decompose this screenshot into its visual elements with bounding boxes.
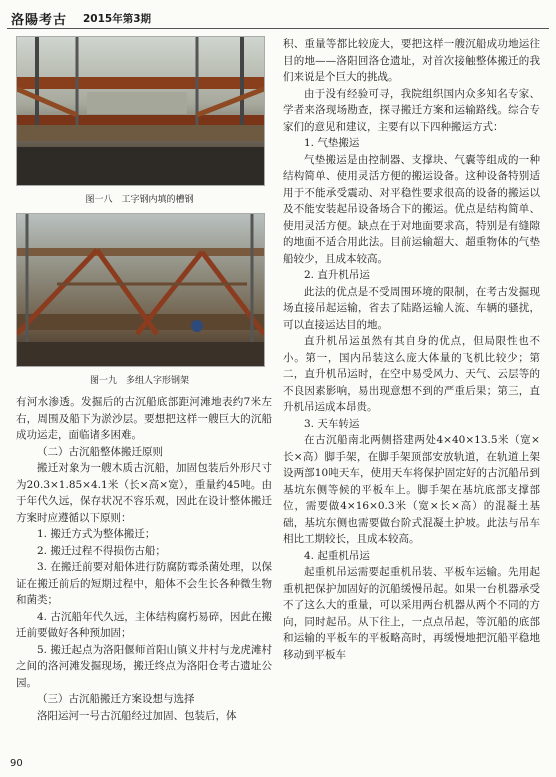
paragraph: 积、重量等都比较庞大，要把这样一艘沉船成功地运往目的地——洛阳回洛仓遗址，对首次接触整体搬迁的我们来说是个巨大的挑战。	[283, 38, 540, 83]
journal-brand: 洛陽考古	[11, 13, 68, 28]
paragraph: 此法的优点是不受周围环境的限制，在考古发掘现场直接吊起运输，省去了陆路运输人流、车辆的骚扰，可以直接运达目的地。	[283, 285, 540, 331]
subsection-heading: 3. 天车转运	[304, 417, 360, 430]
paragraph: 在古沉船南北两侧搭建两处4×40×13.5米（宽×长×高）脚手架，在脚手架顶部安放轨道，在轨道上架设两部10吨天车，使用天车将保护固定好的古沉船吊到基坑东侧等候的平板车上。脚手架在基坑底部支撑部位，需要做4×16×0.3米（宽×长×高）的混凝土基础，基坑东侧也需要做台阶式混凝土护坡。此法与吊车相比工期较长，且成本较高。	[283, 434, 540, 545]
page-header	[7, 8, 549, 28]
figure-18-photo	[16, 36, 265, 186]
paragraph: 直升机吊运虽然有其自身的优点，但局限性也不小。第一，国内吊装这么庞大体量的飞机比较少；第二，直升机吊运时，在空中易受风力、天气、云层等的不良因素影响，易出现意想不到的严重后果；第三，直升机吊运成本昂贵。	[283, 335, 540, 413]
subsection-heading: 2. 直升机吊运	[304, 269, 370, 281]
left-body	[16, 394, 272, 724]
subsection-heading: 1. 气垫搬运	[304, 137, 360, 149]
journal-issue: 2015年第3期	[83, 13, 152, 25]
header-rule	[7, 28, 549, 29]
paragraph: 由于没有经验可寻，我院组织国内众多知名专家、学者来洛现场勘查，探寻搬迁方案和运输路线。综合专家们的意见和建议，主要有以下四种搬运方式：	[283, 87, 540, 133]
paragraph: 洛阳运河一号古沉船经过加固、包装后，体	[37, 709, 237, 722]
list-item: 1. 搬迁方式为整体搬迁；	[37, 528, 156, 540]
right-column	[283, 36, 540, 663]
list-item: 5. 搬迁起点为洛阳偃师首阳山镇义井村与龙虎滩村之间的洛河滩发掘现场，搬迁终点为洛阳仓考古遗址公园。	[16, 643, 272, 689]
paragraph: 搬迁对象为一艘木质古沉船，加固包装后外形尺寸为20.3×1.85×4.1米（长×高×宽），重量约45吨。由于年代久远，保存状况不容乐观，因此在设计整体搬迁方案时应遵循以下原则：	[16, 462, 272, 524]
figure-19-caption: 图一九 多组人字形钢架	[89, 376, 189, 386]
paragraph: 起重机吊运需要起重机吊装、平板车运输。先用起重机把保护加固好的沉船缓慢吊起。如果一台机器承受不了这么大的重量，可以采用两台机器从两个不同的方向，同时起吊。从下往上，一点点吊起，等沉船的底部和运输的平板车的平板略高时，再缓慢地把沉船平稳地移动到平板车	[283, 566, 540, 661]
paragraph: 有河水渗透。发掘后的古沉船底部距河滩地表约7米左右，周围及船下为淤沙层。要想把这样一艘巨大的沉船成功运走，面临诸多困难。	[16, 396, 272, 441]
list-item: 3. 在搬迁前要对船体进行防腐防霉杀菌处理，以保证在搬迁前后的短期过程中，船体不会生长各种微生物和菌类；	[16, 561, 272, 606]
page-number: 90	[10, 758, 23, 769]
list-item: 2. 搬迁过程不得损伤古船；	[37, 544, 166, 557]
list-item: 4. 古沉船年代久远，主体结构腐朽易碎，因此在搬迁前要做好各种预加固；	[16, 610, 272, 639]
figure-19-photo	[16, 213, 265, 367]
left-column	[16, 36, 272, 724]
section-heading: （三）古沉船搬迁方案设想与选择	[37, 693, 195, 705]
paragraph: 气垫搬运是由控制器、支撑块、气囊等组成的一种结构简单、使用灵活方便的搬运设备。这种设备特别适用于不能承受震动、对平稳性要求很高的设备的搬运以及不能安装起吊设备场合下的搬运。优点是结构简单、使用灵活方便。缺点在于对地面要求高，特别是有缝隙的地面不适合用此法。目前运输超大、超重物体的气垫船较少，且成本较高。	[283, 153, 540, 265]
subsection-heading: 4. 起重机吊运	[304, 549, 370, 562]
figure-18-caption: 图一八 工字钢内填的槽钢	[85, 195, 194, 205]
section-heading: （二）古沉船整体搬迁原则	[37, 445, 163, 458]
